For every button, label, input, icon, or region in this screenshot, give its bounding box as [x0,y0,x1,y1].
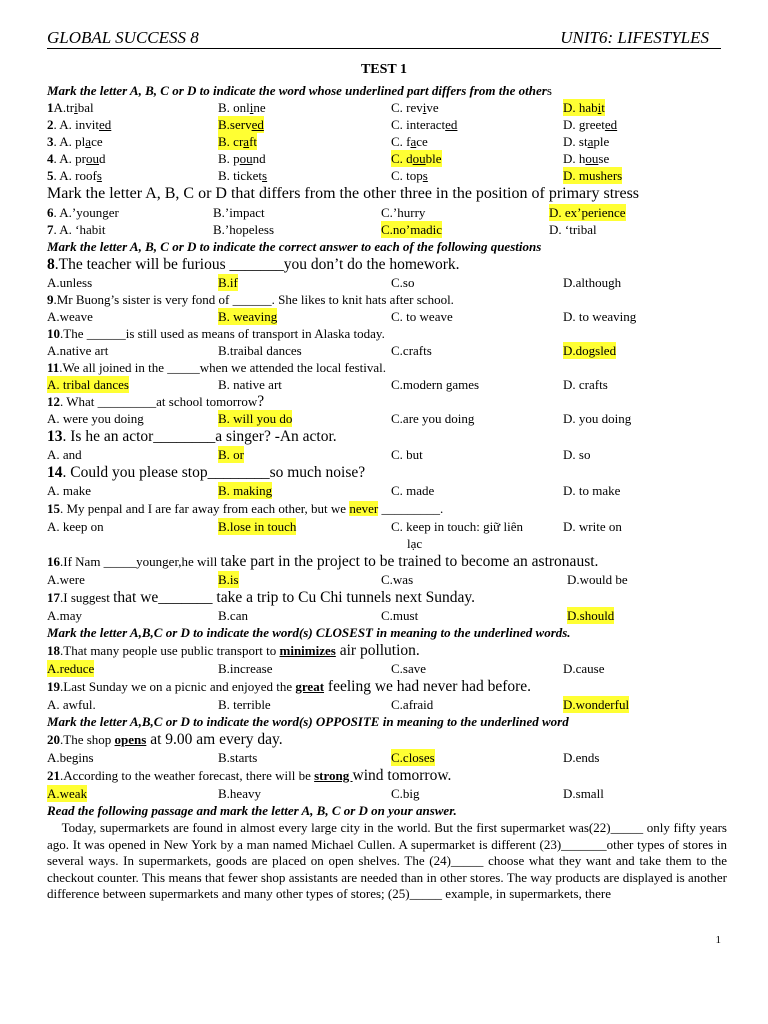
question-7 [47,221,727,238]
q20-option-a[interactable]: A.begins [47,750,94,765]
q2-option-c[interactable]: C. interacted [391,117,458,132]
page-number: 1 [715,934,721,946]
q19-option-b[interactable]: B. terrible [218,697,271,712]
q10-option-c[interactable]: C.crafts [391,343,432,358]
q3-option-d[interactable]: D. staple [563,134,610,149]
q20-option-d[interactable]: D.ends [563,750,600,765]
q18-options [47,660,727,677]
section-4-instruction: Mark the letter A,B,C or D to indicate the word(s) CLOSEST in meaning to the underlined words. [47,625,571,640]
q16-option-b[interactable]: B.is [218,572,239,587]
q8-option-c[interactable]: C.so [391,275,415,290]
q18-option-b[interactable]: B.increase [218,661,273,676]
question-4 [47,150,727,167]
q3-option-c[interactable]: C. face [391,134,428,149]
q8-option-b[interactable]: B.if [218,275,238,290]
q9-option-a[interactable]: A.weave [47,309,93,324]
q9-stem: 9.Mr Buong’s sister is very fond of ______. She likes to knit hats after school. [47,292,454,307]
q16-option-d[interactable]: D.would be [567,572,628,587]
q12-option-c[interactable]: C.are you doing [391,411,475,426]
question-6 [47,204,727,221]
reading-passage: Today, supermarkets are found in almost every large city in the world. But the first supermarket was(22)_____ only fifty years ago. It was opened in New York by a man named Michael Cullen. A supermarket is different (23)_______other types of stores in several ways. In supermarkets, goods are placed on open shelves. The (24)_____ choose what they want and take them to the checkout counter. This means that fewer shop assistants are needed than in other stores. The way products are displayed is another difference between supermarkets and many other types of stores; (25)_____ example, in supermarkets, there [47,820,731,902]
q14-stem: 14. Could you please stop________so much noise? [47,464,366,481]
q18-option-c[interactable]: C.save [391,661,427,676]
q5-option-c[interactable]: C. tops [391,168,428,183]
q12-option-d[interactable]: D. you doing [563,411,632,426]
q4-option-b[interactable]: B. pound [218,151,266,166]
header-right: UNIT6: LIFESTYLES [560,28,709,47]
q12-option-b[interactable]: B. will you do [218,411,293,426]
q11-option-a[interactable]: A. tribal dances [47,377,129,392]
q1-option-c[interactable]: C. revive [391,100,439,115]
q15-option-d[interactable]: D. write on [563,519,622,534]
section-5-instruction: Mark the letter A,B,C or D to indicate the word(s) OPPOSITE in meaning to the underlined word [47,714,569,729]
q21-option-d[interactable]: D.small [563,786,604,801]
q5-option-b[interactable]: B. tickets [218,168,268,183]
q15-stem: 15. My penpal and I are far away from each other, but we never _________. [47,501,444,516]
q19-option-c[interactable]: C.afraid [391,697,434,712]
q19-stem: 19.Last Sunday we on a picnic and enjoyed the great feeling we had never had before. [47,678,532,695]
section-2-instruction: Mark the letter A, B, C or D that differs from the other three in the position of primary stress [47,185,640,202]
q9-options [47,308,727,325]
q12-option-a[interactable]: A. were you doing [47,411,144,426]
q10-stem: 10.The ______is still used as means of transport in Alaska today. [47,326,385,341]
q1-option-a[interactable]: 1A.tribal [47,100,94,115]
q13-option-c[interactable]: C. but [391,447,423,462]
q8-stem: 8.The teacher will be furious _______you don’t do the homework. [47,256,460,273]
q21-options [47,785,727,802]
q16-stem: 16.If Nam _____younger,he will take part in the project to be trained to become an astronaust. [47,553,599,570]
q2-option-d[interactable]: D. greeted [563,117,618,132]
q19-option-a[interactable]: A. awful. [47,697,96,712]
q19-option-d[interactable]: D.wonderful [563,697,630,712]
q15-option-c[interactable]: C. keep in touch: giữ liên lạc [391,519,523,551]
q17-option-b[interactable]: B.can [218,608,248,623]
q10-option-a[interactable]: A.native art [47,343,109,358]
q9-option-b[interactable]: B. weaving [218,309,278,324]
instruction-tail: s [546,83,552,98]
question-2 [47,116,727,133]
q14-option-b[interactable]: B. making [218,483,273,498]
q16-option-c[interactable]: C.was [381,572,414,587]
q11-stem: 11.We all joined in the _____when we attended the local festival. [47,360,387,375]
q11-option-d[interactable]: D. crafts [563,377,608,392]
q14-option-d[interactable]: D. to make [563,483,621,498]
q18-option-a[interactable]: A.reduce [47,661,95,676]
q8-options [47,274,727,291]
q1-option-b[interactable]: B. online [218,100,266,115]
q7-option-c[interactable]: C.no’madic [381,222,443,237]
header-left: GLOBAL SUCCESS 8 [47,28,199,47]
q18-stem: 18.That many people use public transport to minimizes air pollution. [47,642,420,659]
q6-option-c[interactable]: C.’hurry [381,205,426,220]
q1-number: 1 [47,100,54,115]
q17-stem: 17.I suggest that we_______ take a trip to Cu Chi tunnels next Sunday. [47,589,475,606]
q2-option-a[interactable]: 2. A. invited [47,117,112,132]
q10-option-b[interactable]: B.traibal dances [218,343,302,358]
question-3 [47,133,727,150]
q4-option-a[interactable]: 4. A. proud [47,151,106,166]
q15-option-b[interactable]: B.lose in touch [218,519,297,534]
q17-options [47,607,727,624]
q21-option-b[interactable]: B.heavy [218,786,261,801]
q12-options [47,410,727,427]
q21-stem: 21.According to the weather forecast, there will be strong wind tomorrow. [47,767,452,784]
q3-option-b[interactable]: B. craft [218,134,258,149]
q10-options [47,342,727,359]
q15-options [47,518,727,552]
q17-option-a[interactable]: A.may [47,608,83,623]
q13-option-a[interactable]: A. and [47,447,82,462]
instruction-text: Mark the letter A, B, C or D to indicate the word whose underlined part differs from the other [47,83,547,98]
q17-option-c[interactable]: C.must [381,608,419,623]
q7-option-a[interactable]: 7. A. ‘habit [47,222,106,237]
section-6-instruction: Read the following passage and mark the letter A, B, C or D on your answer. [47,803,457,818]
question-1 [47,99,727,116]
q15-option-a[interactable]: A. keep on [47,519,104,534]
q13-options [47,446,727,463]
q19-options [47,696,727,713]
q8-option-d[interactable]: D.although [563,275,622,290]
test-title: TEST 1 [360,62,408,77]
q20-option-b[interactable]: B.starts [218,750,258,765]
q10-option-d[interactable]: D.dogsled [563,343,617,358]
q8-option-a[interactable]: A.unless [47,275,93,290]
page-header [47,26,721,49]
q1-option-d[interactable]: D. habit [563,100,605,115]
q11-option-c[interactable]: C.modern games [391,377,480,392]
q20-stem: 20.The shop opens at 9.00 am every day. [47,731,283,748]
q17-option-d[interactable]: D.should [567,608,615,623]
q16-options [47,571,727,588]
q2-option-b[interactable]: B.served [218,117,264,132]
q13-option-b[interactable]: B. or [218,447,244,462]
q4-option-c[interactable]: C. double [391,151,442,166]
q11-options [47,376,727,393]
q7-option-b[interactable]: B.’hopeless [213,222,275,237]
q12-stem: 12. What _________at school tomorrow? [47,393,265,410]
q20-option-c[interactable]: C.closes [391,750,435,765]
section-3-instruction: Mark the letter A, B, C or D to indicate the correct answer to each of the following questions [47,239,542,254]
question-5 [47,167,727,184]
q20-options [47,749,727,766]
test-content [47,82,731,903]
q14-option-c[interactable]: C. made [391,483,435,498]
q13-option-d[interactable]: D. so [563,447,591,462]
q14-options [47,482,727,499]
q11-option-b[interactable]: B. native art [218,377,282,392]
q5-option-a[interactable]: 5. A. roofs [47,168,102,183]
q18-option-d[interactable]: D.cause [563,661,605,676]
q6-option-b[interactable]: B.’impact [213,205,265,220]
q7-option-d[interactable]: D. ‘tribal [549,222,597,237]
q16-option-a[interactable]: A.were [47,572,85,587]
q9-option-c[interactable]: C. to weave [391,309,453,324]
q5-option-d[interactable]: D. mushers [563,168,623,183]
q6-option-a[interactable]: 6. A.’younger [47,205,119,220]
q3-option-a[interactable]: 3. A. place [47,134,103,149]
q9-option-d[interactable]: D. to weaving [563,309,637,324]
q4-option-d[interactable]: D. house [563,151,610,166]
q6-option-d[interactable]: D. ex’perience [549,205,626,220]
section-1-instruction [47,82,727,99]
q21-option-a[interactable]: A.weak [47,786,88,801]
q21-option-c[interactable]: C.big [391,786,420,801]
q13-stem: 13. Is he an actor________a singer? -An actor. [47,428,337,445]
q14-option-a[interactable]: A. make [47,483,92,498]
